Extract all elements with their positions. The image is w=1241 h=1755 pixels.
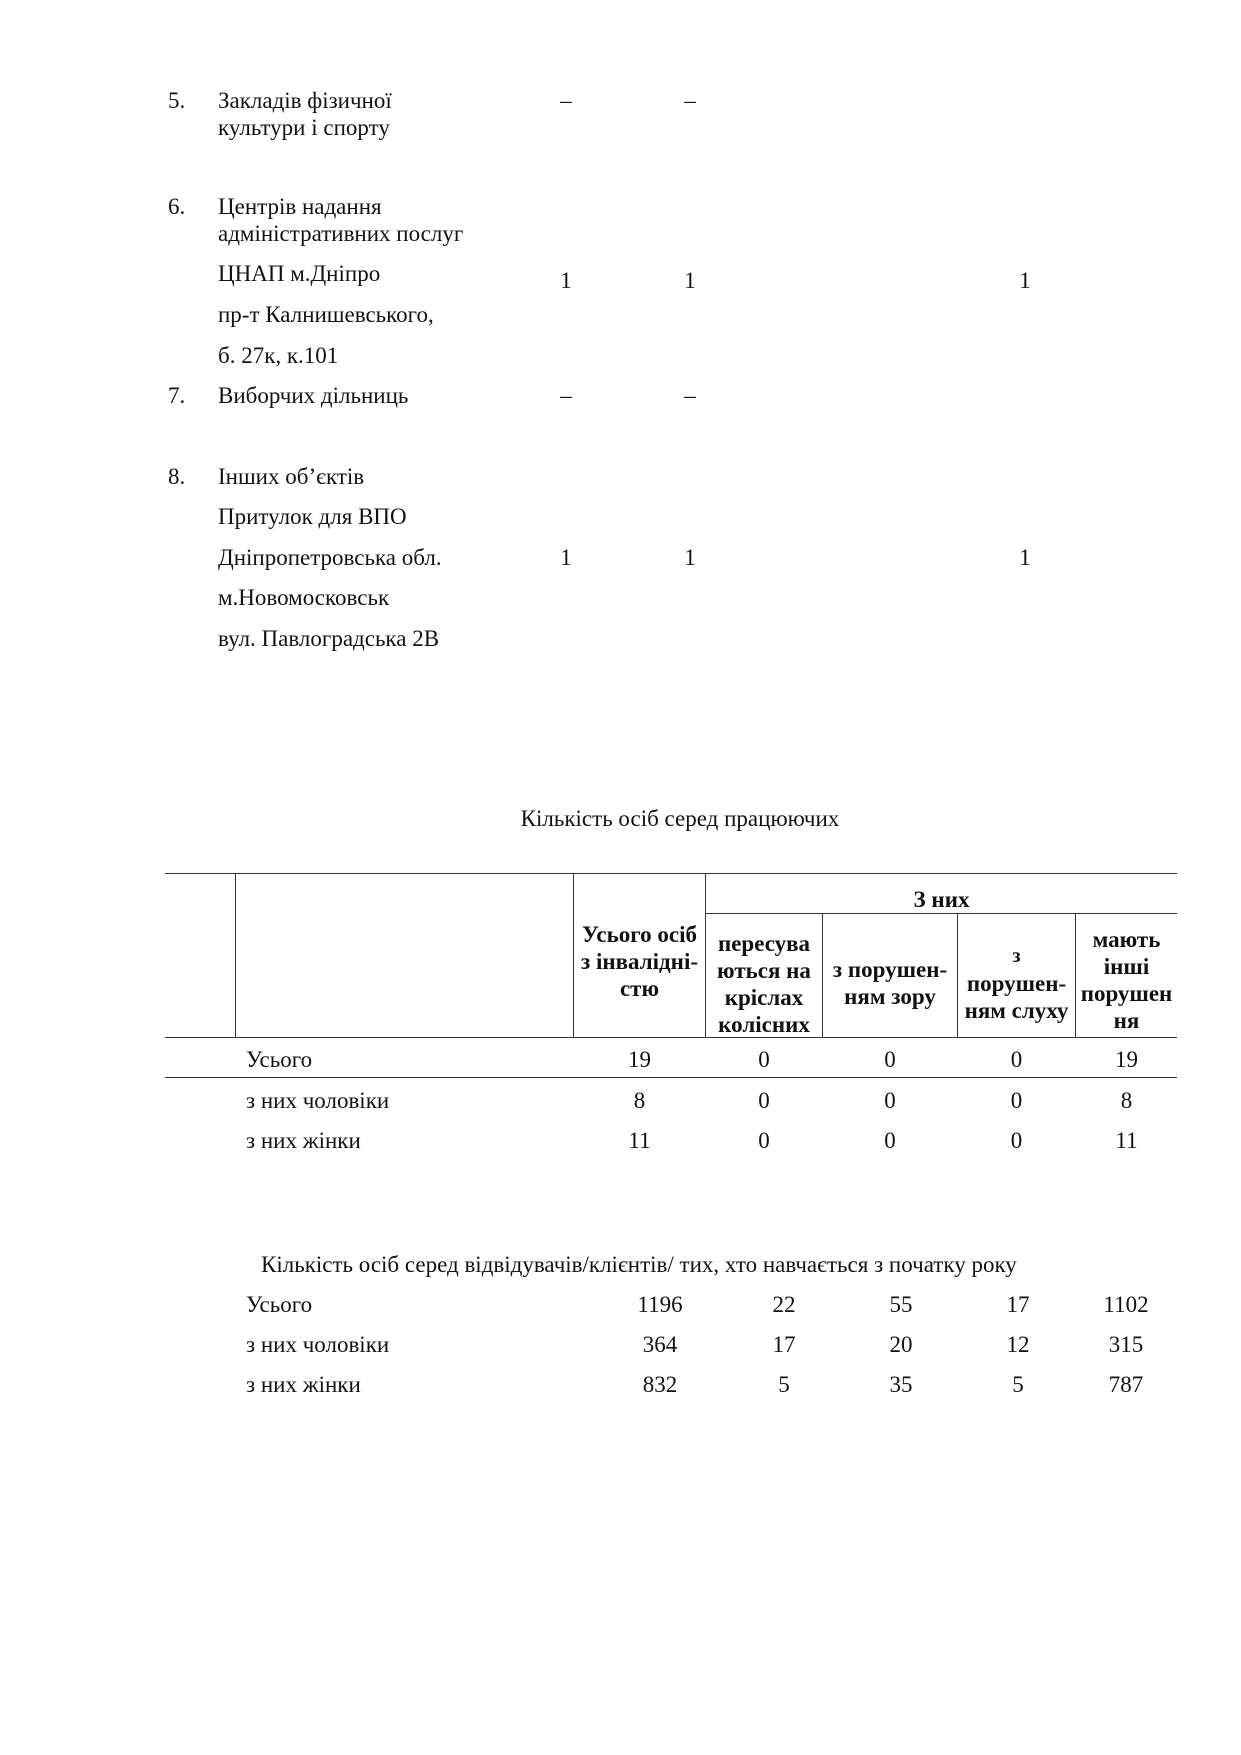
item-number: 6. bbox=[168, 194, 186, 219]
cell-wheelchair: 0 bbox=[758, 1128, 770, 1153]
header-total-persons: Усього осіб з інвалідні- стю bbox=[581, 922, 698, 1001]
cell-hearing: 0 bbox=[1010, 1047, 1023, 1072]
cell-hearing: 0 bbox=[1010, 1128, 1023, 1153]
cell-other: 19 bbox=[1115, 1047, 1138, 1072]
item-value-a: – bbox=[560, 88, 572, 113]
cell-wheelchair: 5 bbox=[778, 1372, 790, 1397]
header-group-of-them: З них bbox=[913, 887, 970, 912]
cell-wheelchair: 0 bbox=[758, 1088, 770, 1113]
cell-total: 1196 bbox=[637, 1292, 683, 1317]
cell-vision: 0 bbox=[884, 1128, 896, 1153]
cell-other: 787 bbox=[1108, 1372, 1144, 1397]
header-bottom-border bbox=[165, 1037, 1177, 1038]
header-vision: з порушен- ням зору bbox=[832, 957, 948, 1009]
cell-other: 11 bbox=[1115, 1128, 1138, 1153]
cell-total: 364 bbox=[642, 1332, 678, 1357]
total-row-divider bbox=[165, 1077, 1177, 1078]
item-value-a: – bbox=[560, 383, 572, 408]
cell-hearing: 12 bbox=[1006, 1332, 1030, 1357]
item-value-b: 1 bbox=[684, 545, 696, 570]
item-label-line: адміністративних послуг bbox=[218, 221, 464, 246]
item-label-line: ЦНАП м.Дніпро bbox=[218, 261, 381, 286]
item-value-a: 1 bbox=[560, 268, 572, 293]
cell-vision: 0 bbox=[884, 1047, 896, 1072]
cell-hearing: 17 bbox=[1006, 1292, 1030, 1317]
table-top-border bbox=[165, 873, 1177, 874]
cell-wheelchair: 22 bbox=[772, 1292, 796, 1317]
cell-total: 832 bbox=[642, 1372, 678, 1397]
item-label-line: Центрів надання bbox=[218, 194, 382, 219]
row-label: з них жінки bbox=[246, 1128, 361, 1153]
item-number: 7. bbox=[168, 383, 186, 408]
item-label-line: пр-т Калнишевського, bbox=[218, 302, 434, 327]
cell-vision: 35 bbox=[889, 1372, 913, 1397]
row-label: Усього bbox=[246, 1047, 313, 1072]
item-label-line: б. 27к, к.101 bbox=[218, 343, 339, 368]
row-label: Усього bbox=[246, 1292, 313, 1317]
cell-total: 8 bbox=[633, 1088, 646, 1113]
cell-hearing: 5 bbox=[1012, 1372, 1024, 1397]
item-value-c: 1 bbox=[1019, 545, 1031, 570]
item-label-line: Виборчих дільниць bbox=[218, 383, 409, 408]
item-number: 5. bbox=[168, 88, 186, 113]
header-other: мають інші порушен ня bbox=[1080, 927, 1173, 1033]
cell-vision: 0 bbox=[884, 1088, 896, 1113]
cell-other: 315 bbox=[1108, 1332, 1144, 1357]
cell-other: 8 bbox=[1120, 1088, 1133, 1113]
visitors-title: Кількість осіб серед відвідувачів/клієнтів/ тих, хто навчається з початку року bbox=[261, 1252, 1017, 1277]
item-label-line: Дніпропетровська обл. bbox=[218, 545, 442, 570]
group-header-divider bbox=[705, 913, 1177, 914]
item-value-a: 1 bbox=[560, 545, 572, 570]
cell-total: 19 bbox=[628, 1047, 651, 1072]
header-hearing: з порушен- ням слуху bbox=[964, 945, 1069, 1023]
row-label: з них чоловіки bbox=[246, 1088, 390, 1113]
row-label: з них жінки bbox=[246, 1372, 361, 1397]
cell-wheelchair: 0 bbox=[758, 1047, 770, 1072]
cell-vision: 55 bbox=[889, 1292, 913, 1317]
item-label-line: вул. Павлоградська 2В bbox=[218, 626, 440, 651]
cell-vision: 20 bbox=[889, 1332, 913, 1357]
item-value-b: 1 bbox=[684, 268, 696, 293]
item-label-line: м.Новомосковськ bbox=[218, 585, 390, 610]
item-value-c: 1 bbox=[1019, 268, 1031, 293]
item-number: 8. bbox=[168, 464, 186, 489]
cell-other: 1102 bbox=[1103, 1292, 1149, 1317]
header-wheelchair: пересува ються на кріслах колісних bbox=[717, 931, 811, 1037]
item-label-line: Притулок для ВПО bbox=[218, 504, 407, 529]
cell-hearing: 0 bbox=[1010, 1088, 1023, 1113]
row-label: з них чоловіки bbox=[246, 1332, 390, 1357]
item-value-b: – bbox=[684, 383, 696, 408]
item-label-line: культури і спорту bbox=[218, 115, 390, 140]
cell-total: 11 bbox=[628, 1128, 651, 1153]
item-value-b: – bbox=[684, 88, 696, 113]
column-divider bbox=[235, 873, 236, 1037]
employees-title: Кількість осіб серед працюючих bbox=[520, 806, 840, 831]
item-label-line: Інших об’єктів bbox=[218, 464, 365, 489]
item-label-line: Закладів фізичної bbox=[218, 88, 392, 113]
cell-wheelchair: 17 bbox=[772, 1332, 796, 1357]
